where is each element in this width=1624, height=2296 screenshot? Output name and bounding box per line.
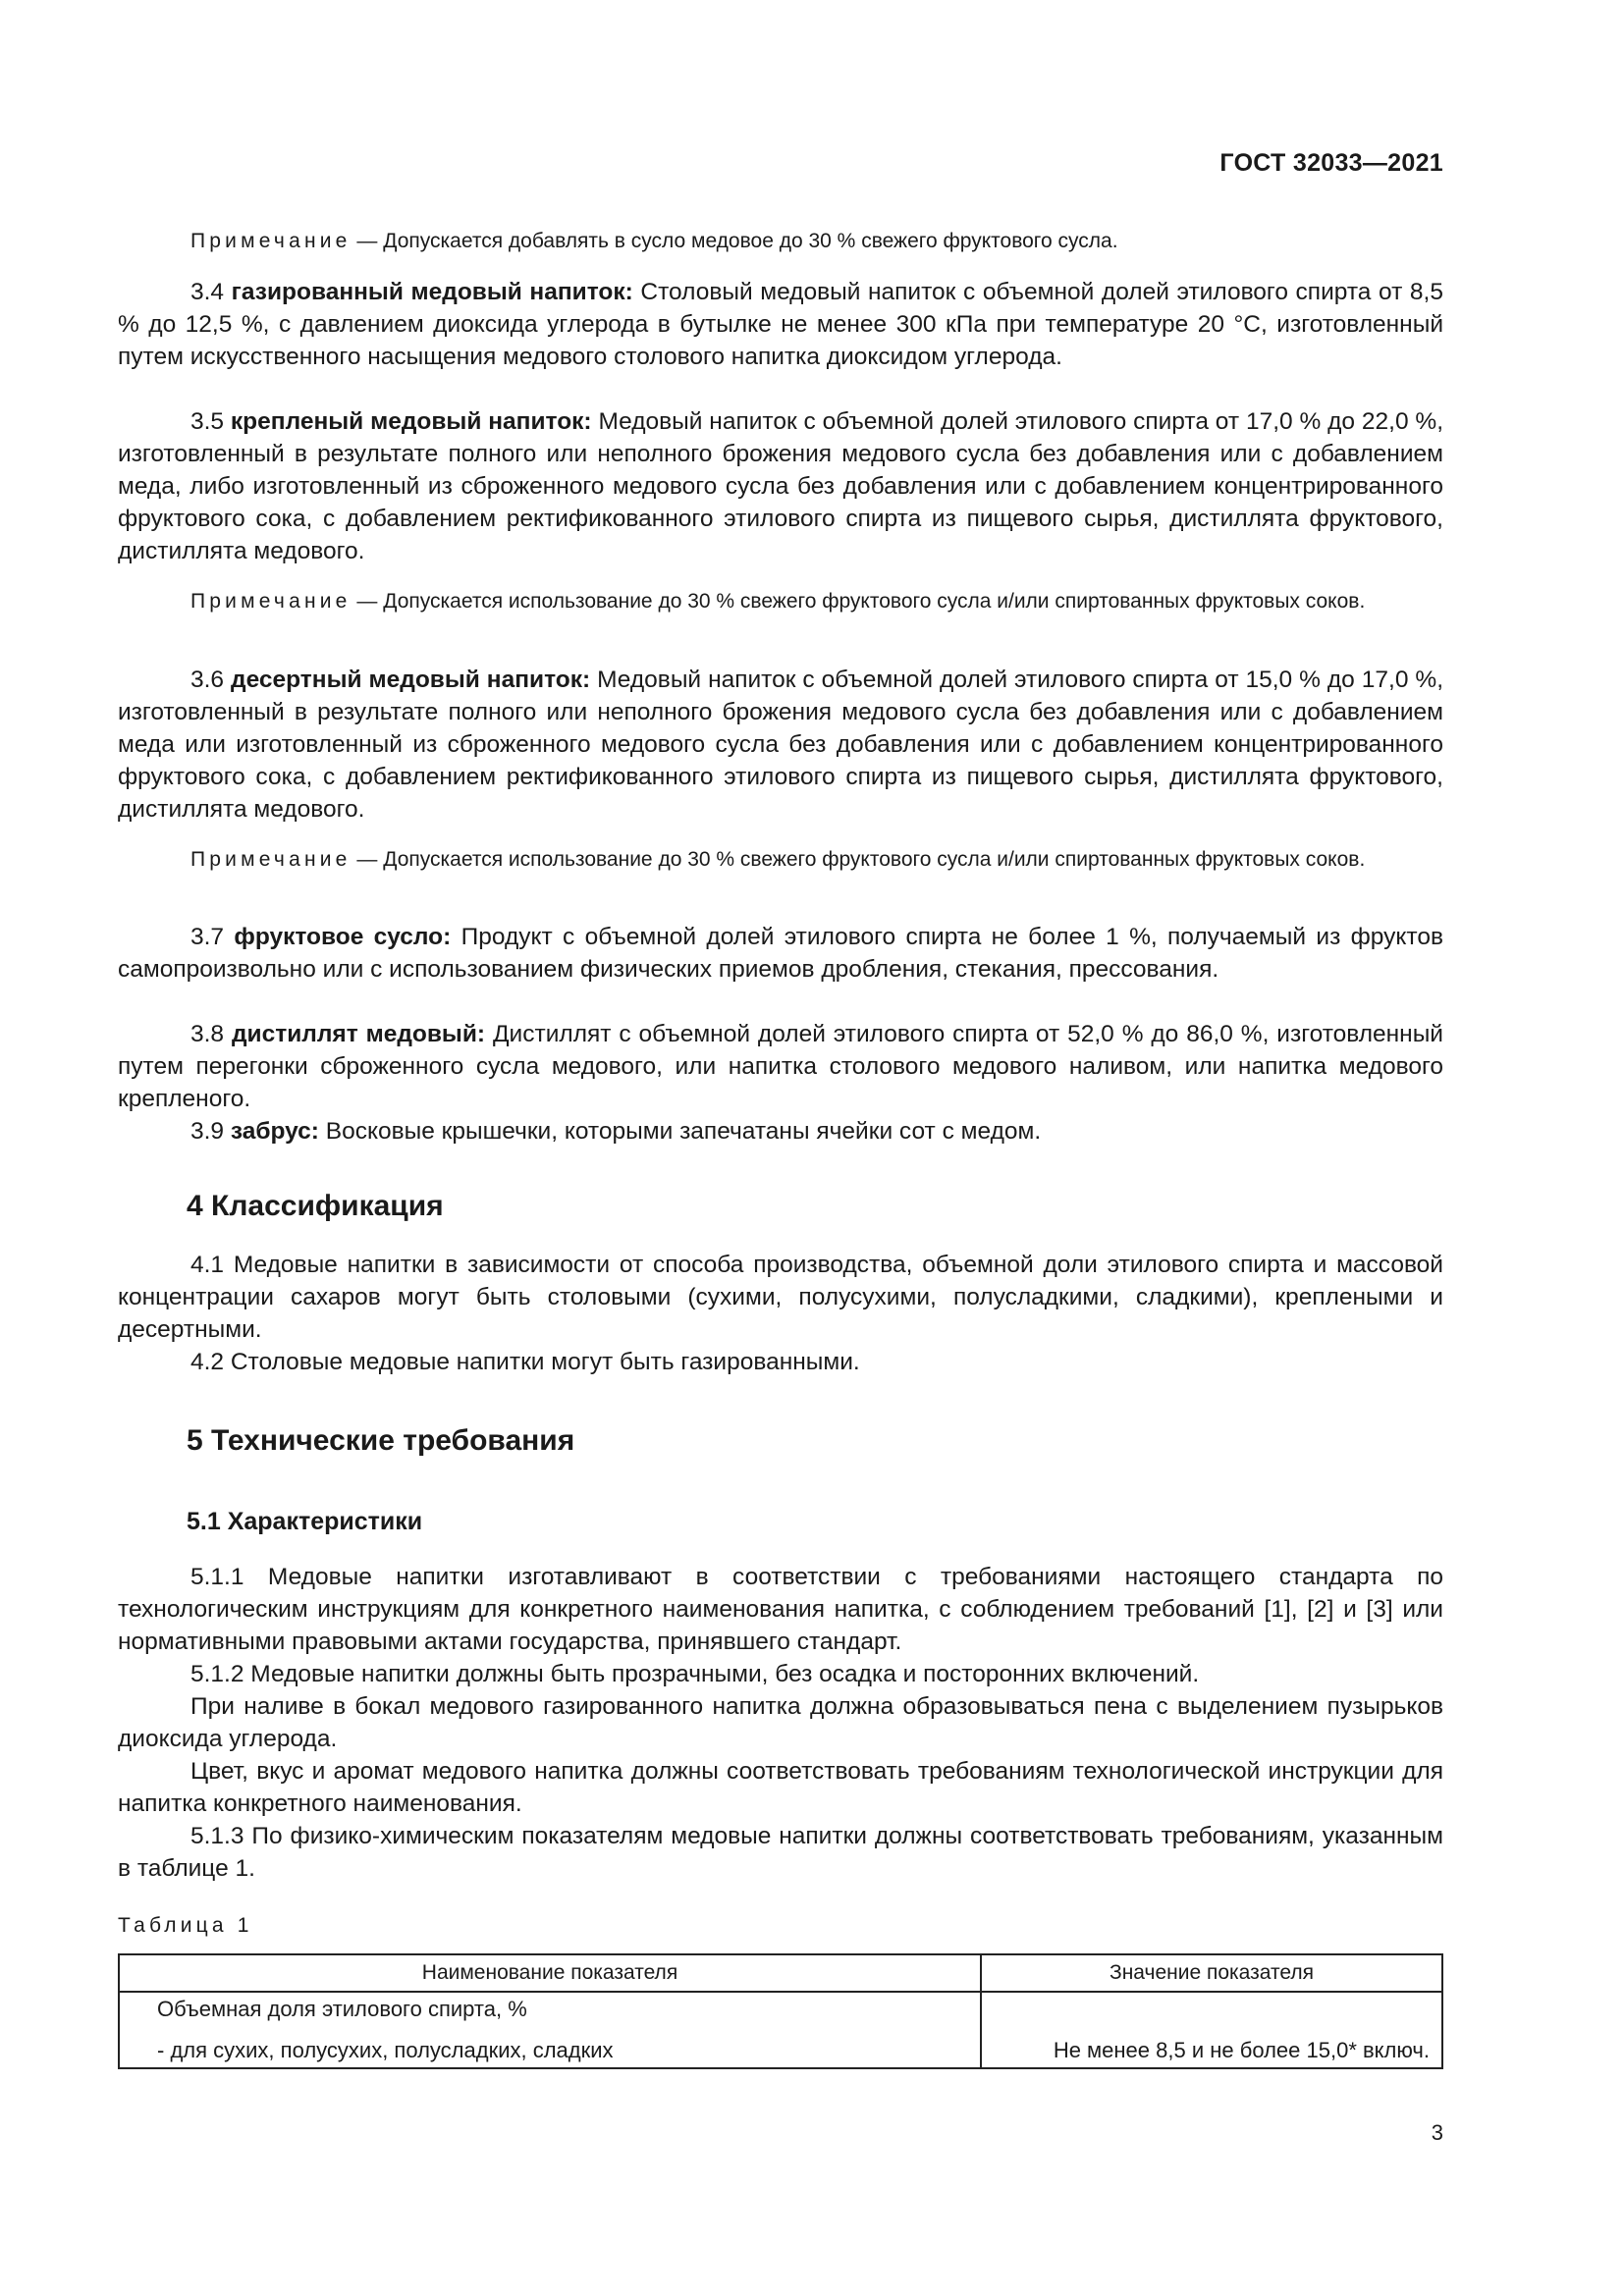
section-4-heading: 4 Классификация xyxy=(187,1190,444,1222)
column-header: Значение показателя xyxy=(981,1954,1442,1992)
table-caption: Таблица 1 xyxy=(118,1914,253,1937)
table-cell: Объемная доля этилового спирта, % xyxy=(119,1992,981,2030)
term: фруктовое сусло: xyxy=(234,924,452,950)
definition-3-6: 3.6 десертный медовый напиток: Медовый напиток с объемной долей этилового спирта от 15,0 % до 17,0 %, изготовленный в результате полного или неполного брожения медового сусла без добавления или с добавлением меда или изготовленный из сброженного медового сусла без добавления или с добавлением концентрированного фруктового сока, с добавлением ректификованного этилового спирта из пищевого сырья, дистиллята фруктового, дистиллята медового. xyxy=(118,667,1443,823)
table-header-row xyxy=(119,1954,1442,1992)
table-row xyxy=(119,2030,1442,2068)
note-2: Примечание — Допускается использование до 30 % свежего фруктового сусла и/или спиртованных фруктовых соков. xyxy=(190,590,1366,613)
term: газированный медовый напиток: xyxy=(231,279,633,305)
paragraph-4-1: 4.1 Медовые напитки в зависимости от способа производства, объемной доли этилового спирта и массовой концентрации сахаров могут быть столовыми (сухими, полусухими, полусладкими, сладкими), креплеными и десертными. xyxy=(118,1252,1443,1343)
section-5-heading: 5 Технические требования xyxy=(187,1424,575,1457)
definition-3-8: 3.8 дистиллят медовый: Дистиллят с объемной долей этилового спирта от 52,0 % до 86,0 %, изготовленный путем перегонки сброженного сусла медового, или напитка столового медового наливом, или напитка медового крепленого. xyxy=(118,1021,1443,1112)
document-code: ГОСТ 32033—2021 xyxy=(1219,149,1443,177)
definition-3-4: 3.4 газированный медовый напиток: Столовый медовый напиток с объемной долей этилового спирта от 8,5 % до 12,5 %, с давлением диоксида углерода в бутылке не менее 300 кПа при температуре 20 °С, изготовленный путем искусственного насыщения медового столового напитка диоксидом углерода. xyxy=(118,279,1443,370)
subsection-5-1-heading: 5.1 Характеристики xyxy=(187,1508,423,1535)
table-row xyxy=(119,1992,1442,2030)
table-1 xyxy=(118,1953,1443,2069)
definition-3-9: 3.9 забрус: Восковые крышечки, которыми запечатаны ячейки сот с медом. xyxy=(190,1118,1042,1145)
note-3: Примечание — Допускается использование до 30 % свежего фруктового сусла и/или спиртованных фруктовых соков. xyxy=(190,848,1366,871)
paragraph-5-1-2-color: Цвет, вкус и аромат медового напитка должны соответствовать требованиям технологической инструкции для напитка конкретного наименования. xyxy=(118,1758,1443,1817)
term: забрус: xyxy=(230,1118,319,1145)
term: десертный медовый напиток: xyxy=(231,667,591,693)
table-cell xyxy=(981,1992,1442,2030)
column-header: Наименование показателя xyxy=(119,1954,981,1992)
paragraph-5-1-2-foam: При наливе в бокал медового газированного напитка должна образовываться пена с выделением пузырьков диоксида углерода. xyxy=(118,1693,1443,1752)
paragraph-5-1-2: 5.1.2 Медовые напитки должны быть прозрачными, без осадка и посторонних включений. xyxy=(190,1661,1200,1687)
paragraph-5-1-1: 5.1.1 Медовые напитки изготавливают в соответствии с требованиями настоящего стандарта по технологическим инструкциям для конкретного наименования напитка, с соблюдением требований [1], [2] и [3] или нормативными правовыми актами государства, принявшего стандарт. xyxy=(118,1564,1443,1655)
paragraph-4-2: 4.2 Столовые медовые напитки могут быть газированными. xyxy=(190,1349,860,1375)
definition-3-7: 3.7 фруктовое сусло: Продукт с объемной долей этилового спирта не более 1 %, получаемый из фруктов самопроизвольно или с использованием физических приемов дробления, стекания, прессования. xyxy=(118,924,1443,983)
term: крепленый медовый напиток: xyxy=(230,408,592,435)
table-cell: - для сухих, полусухих, полусладких, сладких xyxy=(119,2030,981,2068)
paragraph-5-1-3: 5.1.3 По физико-химическим показателям медовые напитки должны соответствовать требованиям, указанным в таблице 1. xyxy=(118,1823,1443,1882)
note-label: Примечание xyxy=(190,230,352,252)
term: дистиллят медовый: xyxy=(231,1021,486,1047)
page-number: 3 xyxy=(1431,2120,1443,2145)
definition-3-5: 3.5 крепленый медовый напиток: Медовый напиток с объемной долей этилового спирта от 17,0 % до 22,0 %, изготовленный в результате полного или неполного брожения медового сусла без добавления или с добавлением меда, либо изготовленный из сброженного медового сусла без добавления или с добавлением концентрированного фруктового сока, с добавлением ректификованного этилового спирта из пищевого сырья, дистиллята фруктового, дистиллята медового. xyxy=(118,408,1444,564)
note-1: Примечание — Допускается добавлять в сусло медовое до 30 % свежего фруктового сусла. xyxy=(190,230,1118,252)
table-cell: Не менее 8,5 и не более 15,0* включ. xyxy=(981,2030,1442,2068)
